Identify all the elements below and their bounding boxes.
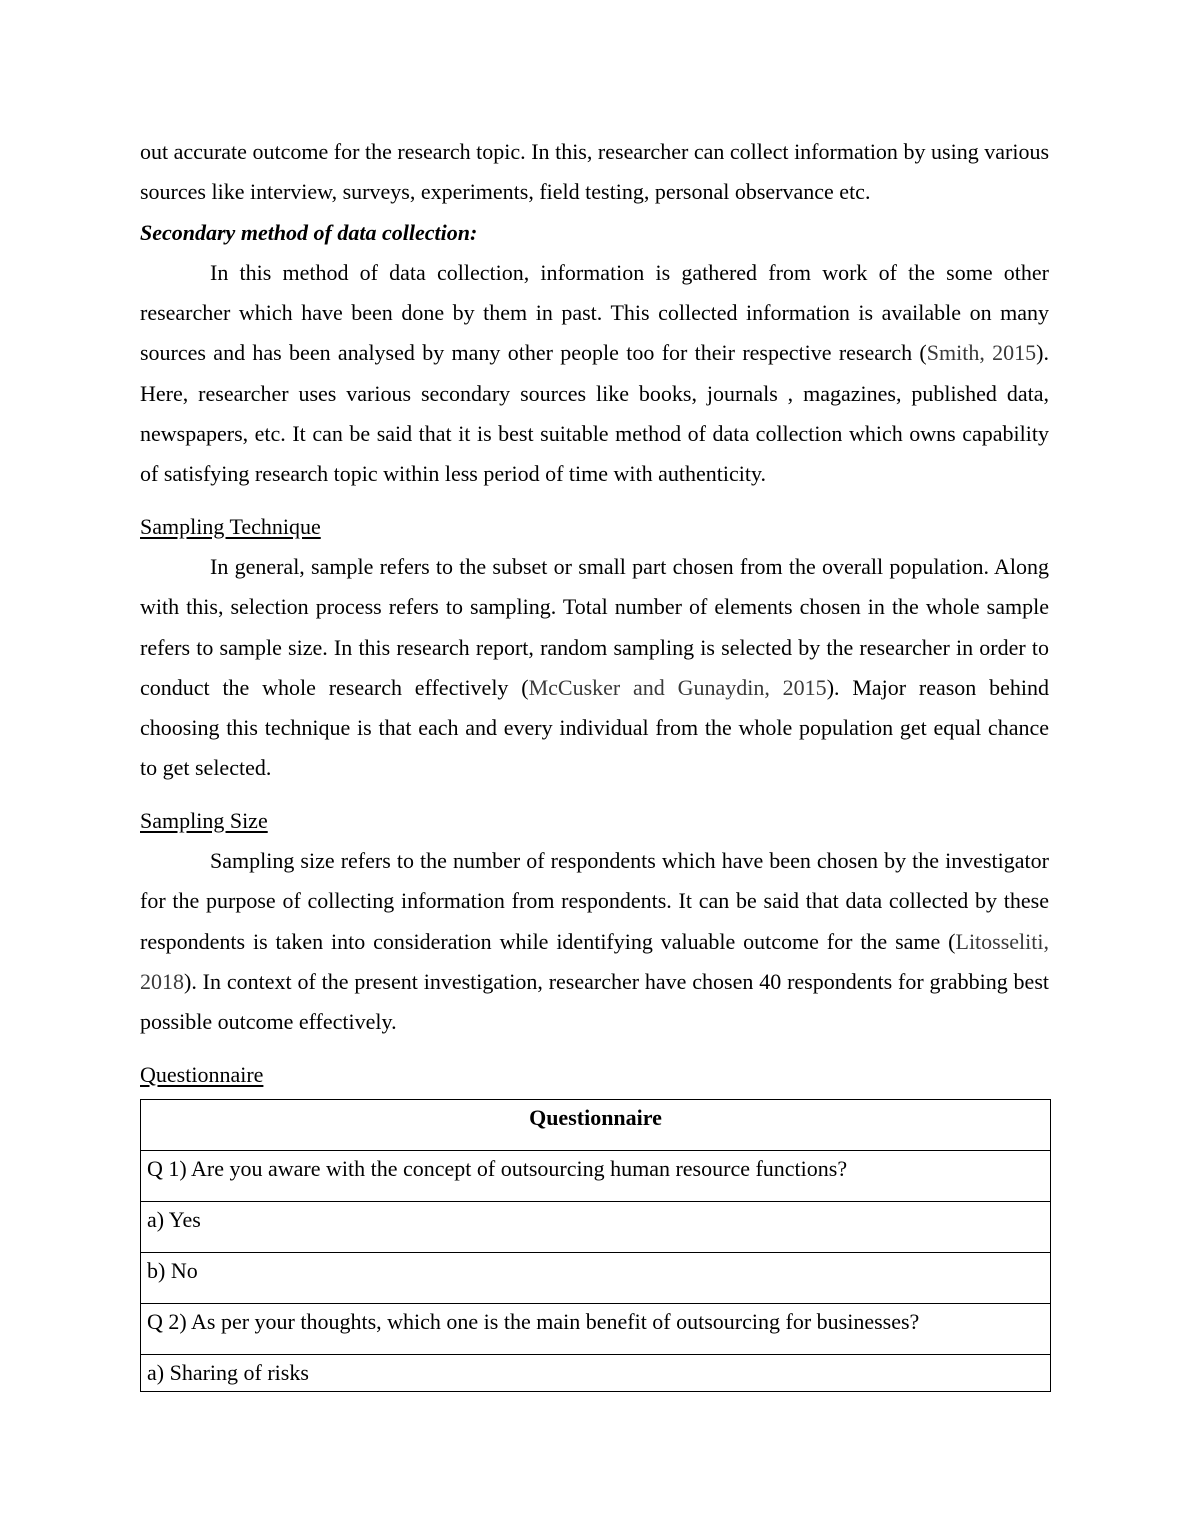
size-text-after: ). In context of the present investigation, researcher have chosen 40 respondents for grabbing best possible outcome effectively. xyxy=(140,968,1049,1035)
table-row xyxy=(141,1100,1051,1151)
secondary-method-paragraph xyxy=(140,253,1049,495)
sampling-size-heading: Sampling Size xyxy=(140,807,268,833)
question-1: Q 1) Are you aware with the concept of outsourcing human resource functions? xyxy=(141,1151,1051,1202)
citation-smith: Smith, 2015 xyxy=(926,340,1037,366)
table-row xyxy=(141,1355,1051,1392)
technique-text-after: ). Major reason behind choosing this technique is that each and every individual from the whole population get equal chance to get selected. xyxy=(140,674,1049,781)
q1-option-b: b) No xyxy=(141,1253,1051,1304)
question-2: Q 2) As per your thoughts, which one is the main benefit of outsourcing for businesses? xyxy=(141,1304,1051,1355)
q1-option-a: a) Yes xyxy=(141,1202,1051,1253)
table-row xyxy=(141,1202,1051,1253)
sampling-technique-heading: Sampling Technique xyxy=(140,513,321,539)
citation-litosseliti: Litosseliti, 2018 xyxy=(140,928,1049,994)
secondary-text-after: ). Here, researcher uses various secondary sources like books, journals , magazines, published data, newspapers, etc. It can be said that it is best suitable method of data collection which owns capability of satisfying research topic within less period of time with authenticity. xyxy=(140,340,1049,487)
table-row xyxy=(141,1151,1051,1202)
continuation-paragraph: out accurate outcome for the research topic. In this, researcher can collect information by using various sources like interview, surveys, experiments, field testing, personal observance etc. xyxy=(140,139,1049,205)
document-page xyxy=(140,132,1049,1095)
q2-option-a: a) Sharing of risks xyxy=(141,1355,1051,1392)
table-row xyxy=(141,1304,1051,1355)
secondary-method-heading: Secondary method of data collection: xyxy=(140,219,478,245)
sampling-size-paragraph xyxy=(140,841,1049,1042)
questionnaire-table-title: Questionnaire xyxy=(141,1100,1051,1151)
secondary-text-before: In this method of data collection, information is gathered from work of the some other researcher which have been done by them in past. This collected information is available on many sources and has been analysed by many other people too for their respective research ( xyxy=(140,259,1049,366)
technique-text-before: In general, sample refers to the subset or small part chosen from the overall population. Along with this, selection process refers to sampling. Total number of elements chosen in the whole sample refers to sample size. In this research report, random sampling is selected by the researcher in order to conduct the whole research effectively ( xyxy=(140,553,1049,700)
questionnaire-table xyxy=(140,1099,1051,1392)
questionnaire-heading: Questionnaire xyxy=(140,1061,264,1087)
table-row xyxy=(141,1253,1051,1304)
citation-mccusker: McCusker and Gunaydin, 2015 xyxy=(528,674,827,700)
size-text-before: Sampling size refers to the number of respondents which have been chosen by the investigator for the purpose of collecting information from respondents. It can be said that data collected by these respondents is taken into consideration while identifying valuable outcome for the same ( xyxy=(140,848,1049,954)
sampling-technique-paragraph xyxy=(140,547,1049,789)
